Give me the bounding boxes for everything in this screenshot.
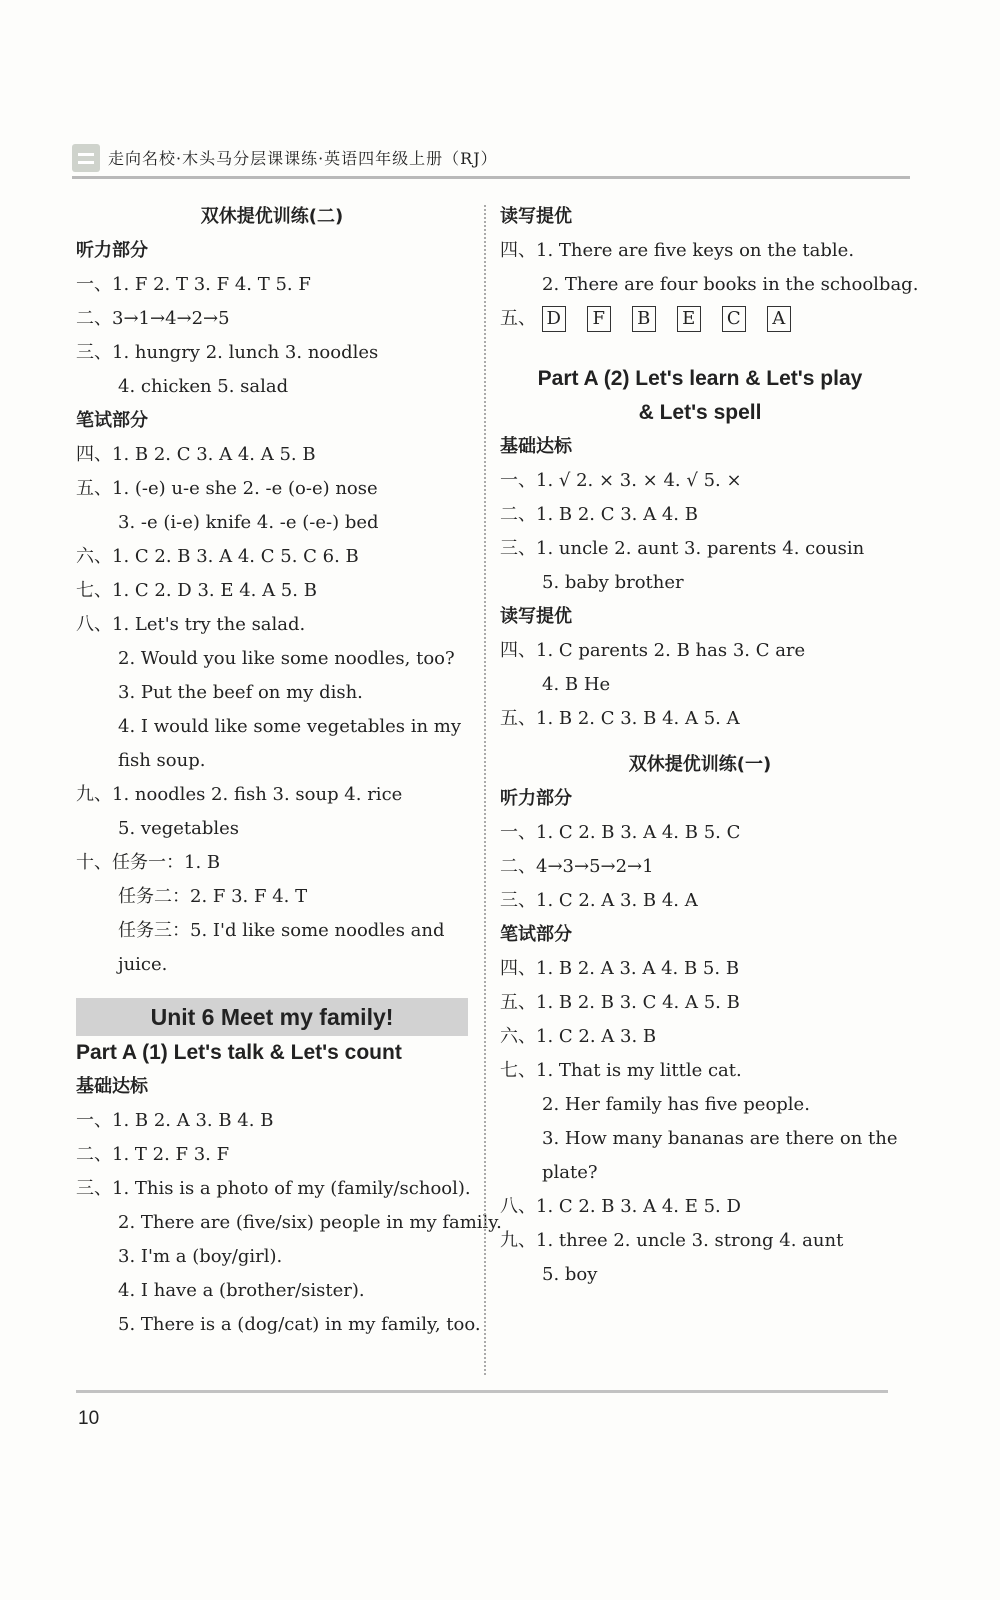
answer-line: 二、3→1→4→2→5 [76, 308, 230, 329]
answer-line: 任务三：5. I'd like some noodles and [118, 920, 445, 941]
section-heading: 双休提优训练(一) [628, 754, 772, 775]
book-icon [72, 144, 100, 172]
answer-line: 三、1. C 2. A 3. B 4. A [500, 890, 698, 911]
answer-line: 2. Her family has five people. [542, 1094, 810, 1115]
header-title: 走向名校·木头马分层课课练·英语四年级上册（RJ） [108, 149, 498, 168]
answer-line: 5. baby brother [542, 572, 684, 593]
answer-line: 一、1. B 2. A 3. B 4. B [76, 1110, 274, 1131]
section-heading: & Let's spell [638, 401, 762, 424]
answer-line: 2. There are (five/six) people in my family. [118, 1212, 502, 1233]
answer-line: 3. I'm a (boy/girl). [118, 1246, 283, 1267]
answer-line: 5. vegetables [118, 818, 240, 839]
answer-line: 六、1. C 2. A 3. B [500, 1026, 657, 1047]
answer-line [500, 736, 900, 748]
answer-line: 九、1. three 2. uncle 3. strong 4. aunt [500, 1230, 844, 1251]
answer-line: 八、1. C 2. B 3. A 4. E 5. D [500, 1196, 741, 1217]
answer-line: 十、任务一：1. B [76, 852, 221, 873]
section-heading: Part A (1) Let's talk & Let's count [76, 1041, 402, 1064]
answer-box: B [632, 306, 656, 332]
answer-line: 三、1. uncle 2. aunt 3. parents 4. cousin [500, 538, 865, 559]
answer-line: 四、1. C parents 2. B has 3. C are [500, 640, 806, 661]
answer-box: E [677, 306, 701, 332]
page-number: 10 [78, 1408, 100, 1429]
answer-line: 任务二：2. F 3. F 4. T [118, 886, 308, 907]
answer-line: 六、1. C 2. B 3. A 4. C 5. C 6. B [76, 546, 359, 567]
section-heading: 笔试部分 [500, 924, 572, 945]
answer-line: 五、1. B 2. C 3. B 4. A 5. A [500, 708, 740, 729]
answer-line: 二、1. B 2. C 3. A 4. B [500, 504, 698, 525]
section-heading: 听力部分 [500, 788, 572, 809]
section-heading: 读写提优 [500, 606, 572, 627]
left-column [76, 200, 502, 1342]
answer-line: 二、4→3→5→2→1 [500, 856, 654, 877]
answer-box: C [722, 306, 746, 332]
section-heading: 双休提优训练(二) [200, 206, 344, 227]
answer-line: 四、1. B 2. C 3. A 4. A 5. B [76, 444, 316, 465]
right-column [500, 200, 919, 1292]
answer-line: 2. Would you like some noodles, too? [118, 648, 455, 669]
answer-line: 3. -e (i-e) knife 4. -e (-e-) bed [118, 512, 379, 533]
section-heading: Part A (2) Let's learn & Let's play [537, 367, 863, 390]
answer-line: 3. How many bananas are there on the [542, 1128, 898, 1149]
boxes-prefix: 五、 [500, 308, 536, 329]
answer-line: 四、1. There are five keys on the table. [500, 240, 855, 261]
answer-line: juice. [118, 954, 168, 975]
answer-line: 5. There is a (dog/cat) in my family, too. [118, 1314, 481, 1335]
answer-line: 一、1. F 2. T 3. F 4. T 5. F [76, 274, 311, 295]
answer-line: 五、1. (-e) u-e she 2. -e (o-e) nose [76, 478, 378, 499]
answer-line: 5. boy [542, 1264, 598, 1285]
answer-line: 九、1. noodles 2. fish 3. soup 4. rice [76, 784, 403, 805]
answer-line: plate? [542, 1162, 598, 1183]
unit-banner: Unit 6 Meet my family! [76, 998, 468, 1036]
column-divider [484, 205, 486, 1375]
answer-box: A [767, 306, 791, 332]
answer-line: 4. chicken 5. salad [118, 376, 289, 397]
answer-line: 4. I have a (brother/sister). [118, 1280, 365, 1301]
section-heading: 读写提优 [500, 206, 572, 227]
section-heading: 听力部分 [76, 240, 148, 261]
section-heading: 基础达标 [76, 1076, 148, 1097]
section-heading: 笔试部分 [76, 410, 148, 431]
answer-line: 4. B He [542, 674, 611, 695]
answer-boxes [500, 302, 900, 336]
answer-box: F [587, 306, 611, 332]
answer-line: fish soup. [118, 750, 206, 771]
answer-line: 五、1. B 2. B 3. C 4. A 5. B [500, 992, 740, 1013]
answer-box: D [542, 306, 566, 332]
answer-line: 七、1. That is my little cat. [500, 1060, 742, 1081]
answer-line: 七、1. C 2. D 3. E 4. A 5. B [76, 580, 317, 601]
answer-line: 四、1. B 2. A 3. A 4. B 5. B [500, 958, 740, 979]
page-header [72, 138, 910, 182]
answer-line: 4. I would like some vegetables in my [118, 716, 462, 737]
header-rule [72, 176, 910, 179]
section-heading: 基础达标 [500, 436, 572, 457]
footer-rule [76, 1390, 888, 1393]
answer-line: 三、1. hungry 2. lunch 3. noodles [76, 342, 379, 363]
answer-line: 八、1. Let's try the salad. [76, 614, 306, 635]
answer-line: 2. There are four books in the schoolbag. [542, 274, 919, 295]
answer-line: 三、1. This is a photo of my (family/school). [76, 1178, 471, 1199]
answer-line: 3. Put the beef on my dish. [118, 682, 363, 703]
answer-line: 二、1. T 2. F 3. F [76, 1144, 230, 1165]
answer-line: 一、1. √ 2. × 3. × 4. √ 5. × [500, 470, 742, 491]
answer-line: 一、1. C 2. B 3. A 4. B 5. C [500, 822, 741, 843]
